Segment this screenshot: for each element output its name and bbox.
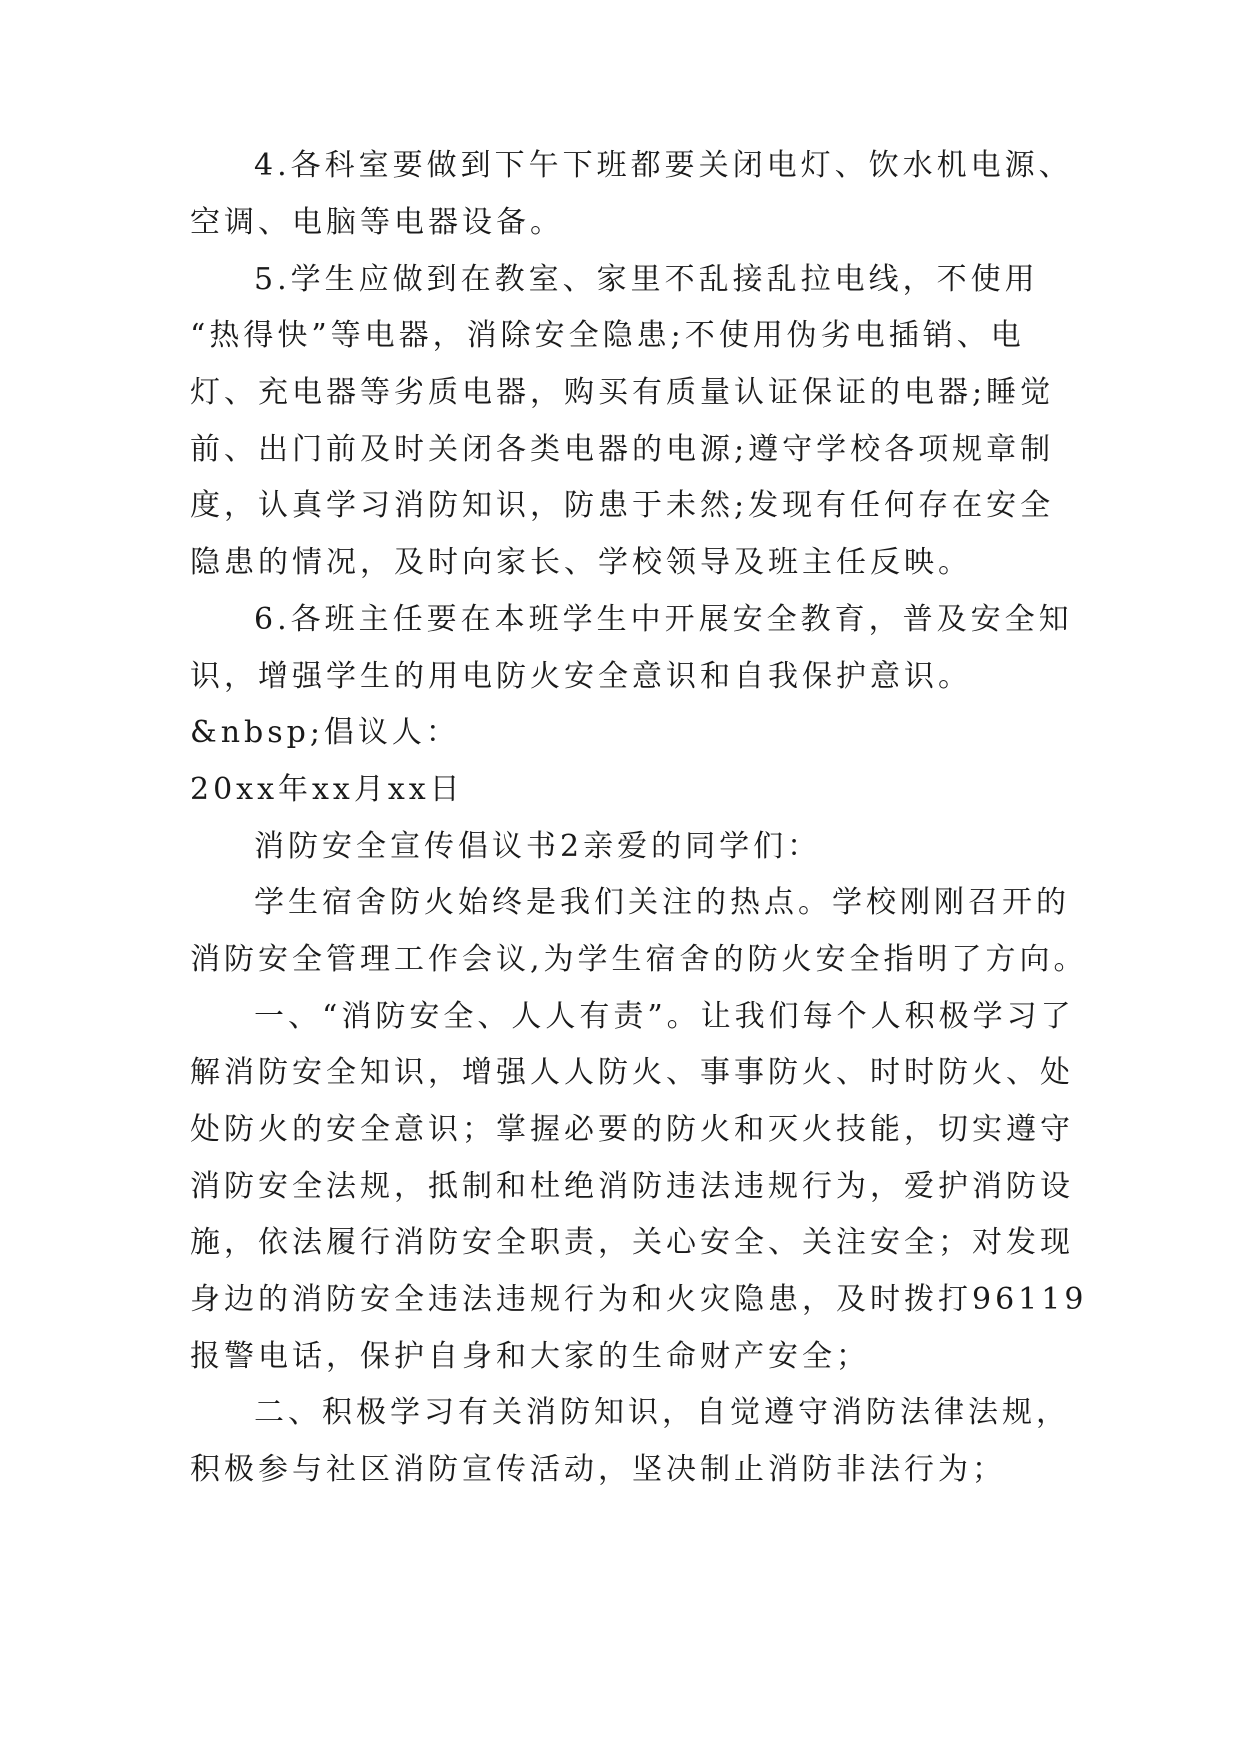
text-line: 学生宿舍防火始终是我们关注的热点。学校刚刚召开的 [254,885,1070,920]
text-line: 灯、充电器等劣质电器，购买有质量认证保证的电器;睡觉 [190,375,1055,410]
text-line: 解消防安全知识，增强人人防火、事事防火、时时防火、处 [190,1055,1074,1090]
text-line: 前、出门前及时关闭各类电器的电源;遵守学校各项规章制 [190,432,1055,467]
text-line: 6.各班主任要在本班学生中开展安全教育，普及安全知 [254,602,1073,637]
text-line: 报警电话，保护自身和大家的生命财产安全； [190,1339,870,1374]
text-line: 空调、电脑等电器设备。 [190,205,564,240]
text-line: 积极参与社区消防宣传活动，坚决制止消防非法行为； [190,1452,1006,1487]
text-line: 4.各科室要做到下午下班都要关闭电灯、饮水机电源、 [254,148,1073,183]
text-line: &nbsp;倡议人： [190,715,460,750]
text-line: 20xx年xx月xx日 [190,772,464,807]
text-line: 二、积极学习有关消防知识，自觉遵守消防法律法规， [254,1395,1070,1430]
text-line: 消防安全法规，抵制和杜绝消防违法违规行为，爱护消防设 [190,1169,1074,1204]
text-line: 识，增强学生的用电防火安全意识和自我保护意识。 [190,659,972,694]
text-line: 消防安全管理工作会议,为学生宿舍的防火安全指明了方向。 [190,942,1088,977]
text-line: 施，依法履行消防安全职责，关心安全、关注安全；对发现 [190,1225,1074,1260]
text-line: 度，认真学习消防知识，防患于未然;发现有任何存在安全 [190,488,1055,523]
text-line: 隐患的情况，及时向家长、学校领导及班主任反映。 [190,545,972,580]
text-line: “热得快”等电器，消除安全隐患;不使用伪劣电插销、电 [190,318,1025,353]
text-line: 身边的消防安全违法违规行为和火灾隐患，及时拨打96119 [190,1282,1088,1317]
text-line: 消防安全宣传倡议书2亲爱的同学们： [254,829,822,864]
text-line: 一、“消防安全、人人有责”。让我们每个人积极学习了 [254,999,1075,1034]
text-line: 处防火的安全意识；掌握必要的防火和灭火技能，切实遵守 [190,1112,1074,1147]
text-line: 5.学生应做到在教室、家里不乱接乱拉电线，不使用 [254,262,1039,297]
